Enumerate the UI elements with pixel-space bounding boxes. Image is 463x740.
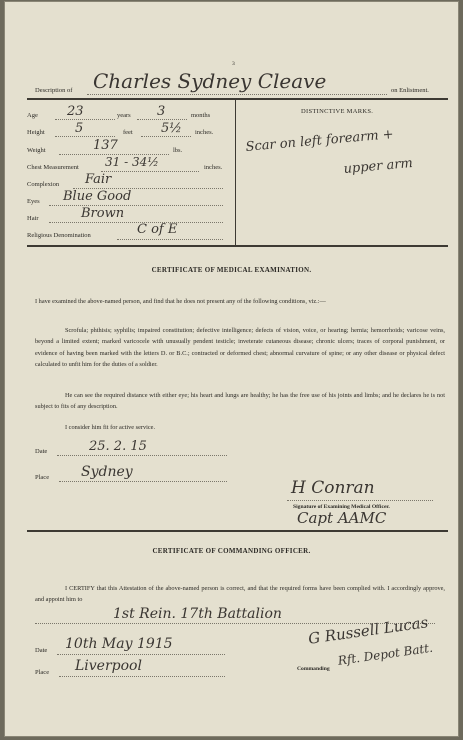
commanding-certificate-title: CERTIFICATE OF COMMANDING OFFICER. xyxy=(152,547,311,555)
medical-signature-label: Signature of Examining Medical Officer. xyxy=(293,504,390,510)
commanding-place-label: Place xyxy=(35,669,50,676)
box-divider xyxy=(235,99,236,245)
box-bottom-rule xyxy=(27,245,448,247)
commanding-appointment: 1st Rein. 17th Battalion xyxy=(113,606,282,622)
medical-date-value: 25. 2. 15 xyxy=(89,439,147,454)
medical-certificate-title: CERTIFICATE OF MEDICAL EXAMINATION. xyxy=(151,266,312,274)
description-name: Charles Sydney Cleave xyxy=(93,69,327,93)
commanding-date-label: Date xyxy=(35,647,48,654)
distinctive-marks-line2: upper arm xyxy=(343,155,414,177)
religion-value: C of E xyxy=(137,222,178,237)
eyes-value: Blue Good xyxy=(63,189,132,204)
description-dots xyxy=(87,94,387,95)
description-label: Description of xyxy=(35,87,73,94)
commanding-officer-signature: G Russell Lucas xyxy=(307,613,430,648)
section-divider xyxy=(27,530,448,532)
commanding-unit: Rft. Depot Batt. xyxy=(337,640,434,668)
medical-paragraph-3: He can see the required distance with either eye; his heart and lungs are healthy; he has the free use of his joints and limbs; and he declares he is not subject to fits of any description. xyxy=(35,392,445,411)
medical-place-value: Sydney xyxy=(81,464,133,480)
description-suffix: on Enlistment. xyxy=(391,87,429,94)
medical-officer-signature: H Conran xyxy=(291,478,375,498)
medical-date-label: Date xyxy=(35,448,48,455)
distinctive-marks-line1: Scar on left forearm + xyxy=(245,127,395,155)
commanding-label: Commanding xyxy=(297,666,330,672)
medical-officer-rank: Capt AAMC xyxy=(297,509,387,527)
medical-paragraph-1: I have examined the above-named person, and find that he does not present any of the following conditions, viz.:— xyxy=(35,298,326,305)
commanding-place-value: Liverpool xyxy=(75,658,142,674)
chest-value: 31 - 34½ xyxy=(105,155,159,169)
page-number: 3 xyxy=(232,61,235,67)
commanding-certify-text: I CERTIFY that this Attestation of the above-named person is correct, and that the required forms have been complied with. I accordingly approve, and appoint him to xyxy=(35,585,445,604)
medical-paragraph-4: I consider him fit for active service. xyxy=(65,424,156,431)
age-years-value: 23 xyxy=(67,104,84,119)
medical-place-label: Place xyxy=(35,474,50,481)
height-inches-value: 5½ xyxy=(161,121,182,136)
attestation-sheet: 3 Description of Charles Sydney Cleave on Enlistment. Age 23 years 3 months Height 5 feet 5½ inches. Weight 137 lbs. Chest Measurement 31 - 34½ inches. Complexion Fair Eyes Blue Good Hair Brown Religious Denomination C of E DISTINCTIVE MARKS. Scar on left forearm + upper arm CERTIFICATE OF MEDICAL EXAMINATION. I have examined the above-named person, and find that he does not present any of the following conditions, viz.:— Scrofula; phthisis; syphilis; impaired constitution; defective intelligence; defects of vision, voice, or hearing; hernia; hemorrhoids; varicose veins, beyond a limited extent; marked varicocele with unusually pendent testicle; inveterate cutaneous disease; chronic ulcers; traces of corporal punishment, or evidence of having been marked with the letters D. or B.C.; contracted or deformed chest; abnormal curvature of spine; or any other disease or physical defect calculated to unfit him for the duties of a soldier. He can see the required distance with either eye; his heart and lungs are healthy; he has the free use of his joints and limbs; and he declares he is not subject to fits of any description. I consider him fit for active service. Date 25. 2. 15 Place Sydney H Conran Signature of Examining Medical Officer. Capt AAMC CERTIFICATE OF COMMANDING OFFICER. I CERTIFY that this Attestation of the above-named person is correct, and that the required forms have been complied with. I accordingly approve, and appoint him to 1st Rein. 17th Battalion Date 10th May 1915 Place Liverpool G Russell Lucas Commanding Rft. Depot Batt. xyxy=(5,2,458,736)
complexion-value: Fair xyxy=(85,172,112,187)
distinctive-marks-title: DISTINCTIVE MARKS. xyxy=(301,108,374,115)
medical-paragraph-2: Scrofula; phthisis; syphilis; impaired constitution; defective intelligence; defects of vision, voice, or hearing; hernia; hemorrhoids; varicose veins, beyond a limited extent; marked varicocele with unusually pendent testicle; inveterate cutaneous disease; chronic ulcers; traces of corporal punishment, or evidence of having been marked with the letters D. or B.C.; contracted or deformed chest; abnormal curvature of spine; or any other disease or physical defect calculated to unfit him for the duties of a soldier. xyxy=(35,327,445,368)
height-feet-value: 5 xyxy=(75,121,84,136)
commanding-date-value: 10th May 1915 xyxy=(65,636,173,652)
weight-value: 137 xyxy=(93,138,118,153)
age-months-value: 3 xyxy=(157,104,166,119)
hair-value: Brown xyxy=(81,206,125,221)
box-top-rule xyxy=(27,98,448,100)
